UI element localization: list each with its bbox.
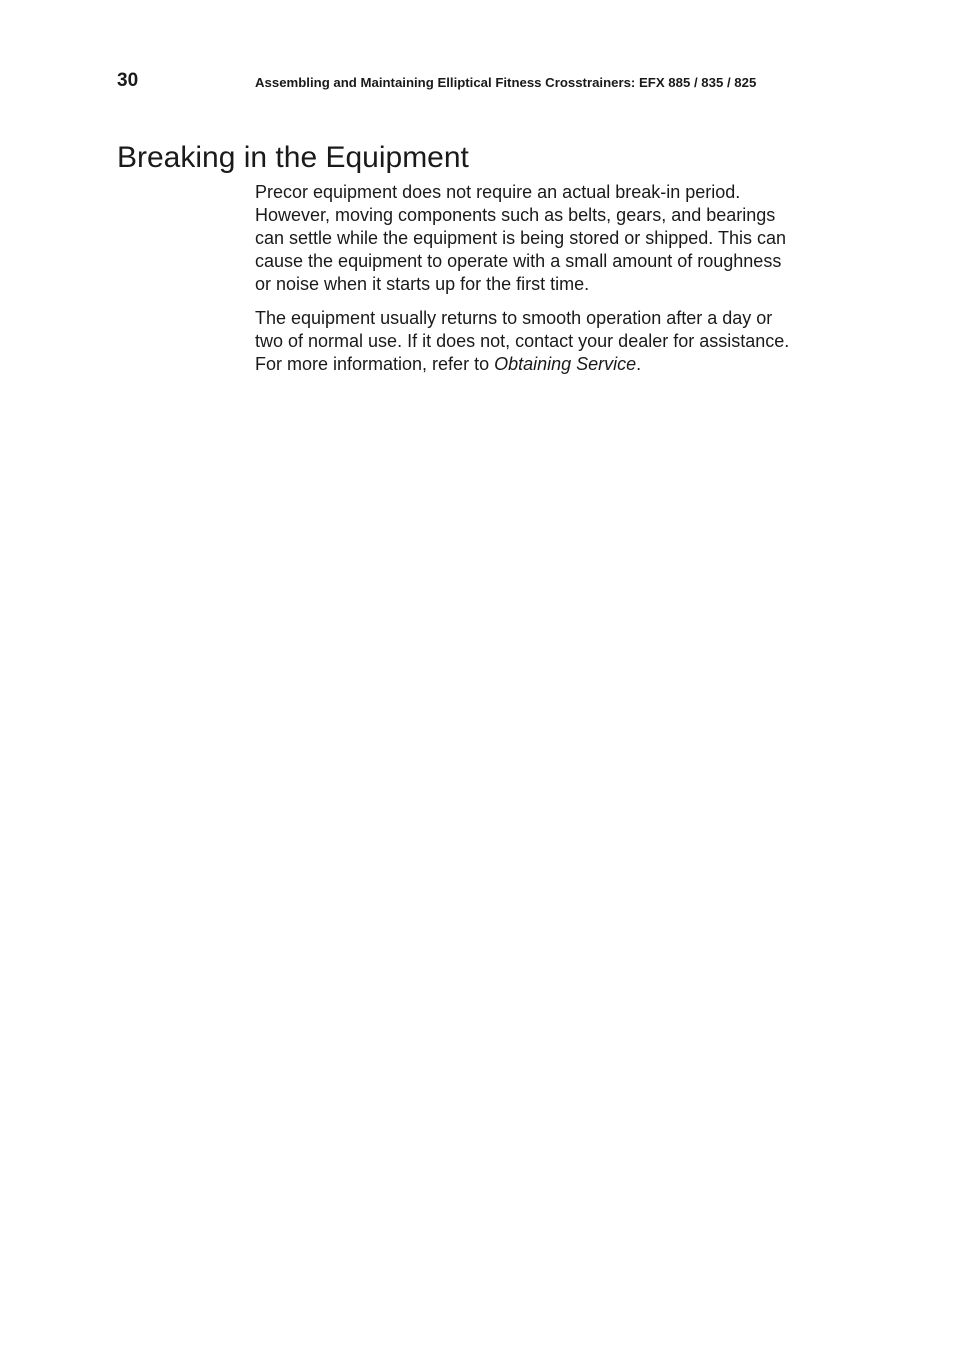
paragraph-smooth-operation [255,307,795,376]
section-title: Breaking in the Equipment [117,141,469,174]
paragraph-end: . [636,354,642,374]
paragraph-text: The equipment usually returns to smooth operation after a day or two of normal use. If it does not, contact your dealer for assistance. For more information, refer to [255,308,790,374]
section-body [255,181,795,387]
running-header: Assembling and Maintaining Elliptical Fitness Crosstrainers: EFX 885 / 835 / 825 [255,75,757,90]
page-number: 30 [117,70,139,91]
obtaining-service-reference: Obtaining Service [494,354,637,374]
paragraph-break-in: Precor equipment does not require an actual break-in period. However, moving components such as belts, gears, and bearings can settle while the equipment is being stored or shipped. This can cause the equipment to operate with a small amount of roughness or noise when it starts up for the first time. [255,182,786,294]
